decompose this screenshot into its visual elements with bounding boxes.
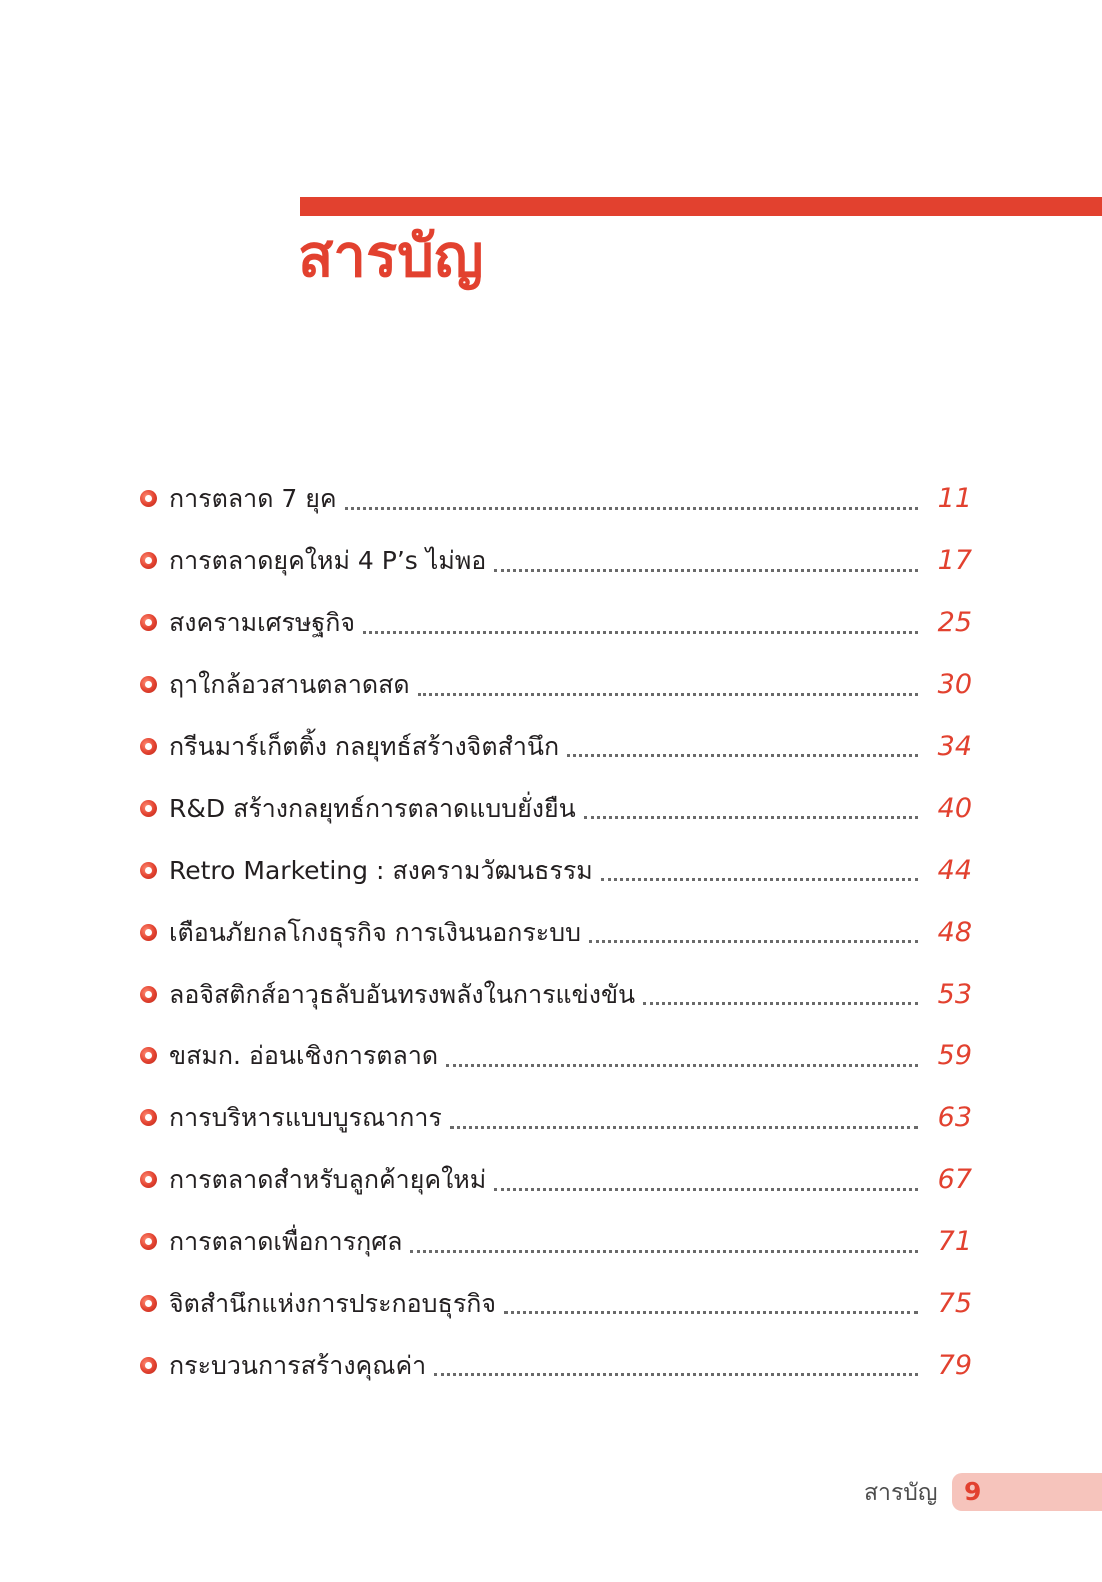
bullet-icon — [140, 1357, 157, 1374]
toc-entry-title: การตลาด 7 ยุค — [169, 484, 337, 514]
toc-entry[interactable] — [140, 839, 972, 901]
toc-entry-page: 17 — [937, 545, 972, 577]
toc-entry-title: สงครามเศรษฐกิจ — [169, 608, 356, 638]
toc-entry-title: ลอจิสติกส์อาวุธลับอันทรงพลังในการแข่งขัน — [169, 979, 636, 1009]
toc-entry-title: การตลาดเพื่อการกุศล — [169, 1227, 403, 1257]
toc-entry[interactable] — [140, 1087, 972, 1149]
toc-entry-title: การบริหารแบบบูรณาการ — [169, 1103, 442, 1133]
toc-entry[interactable] — [140, 1334, 972, 1396]
toc-entry-title: ฤาใกล้อวสานตลาดสด — [169, 670, 410, 700]
dot-leader — [345, 507, 918, 510]
toc-entry-page: 71 — [937, 1226, 972, 1258]
toc-entry-page: 59 — [937, 1040, 972, 1072]
bullet-icon — [140, 986, 157, 1003]
toc-entry-page: 63 — [937, 1102, 972, 1134]
toc-entry-title: R&D สร้างกลยุทธ์การตลาดแบบยั่งยืน — [169, 793, 576, 823]
bullet-icon — [140, 1295, 157, 1312]
toc-entry-title: การตลาดสำหรับลูกค้ายุคใหม่ — [169, 1165, 487, 1195]
toc-entry-page: 30 — [937, 669, 972, 701]
dot-leader — [446, 1064, 918, 1067]
footer-page-number: 9 — [964, 1477, 982, 1506]
toc-entry-page: 75 — [937, 1288, 972, 1320]
dot-leader — [450, 1126, 918, 1129]
toc-entry[interactable] — [140, 963, 972, 1025]
bullet-icon — [140, 1233, 157, 1250]
dot-leader — [434, 1373, 918, 1376]
toc-entry[interactable] — [140, 716, 972, 778]
toc-entry-title: การตลาดยุคใหม่ 4 P’s ไม่พอ — [169, 546, 487, 576]
page-title: สารบัญ — [298, 222, 484, 290]
dot-leader — [504, 1311, 918, 1314]
toc-entry-title: เตือนภัยกลโกงธุรกิจ การเงินนอกระบบ — [169, 917, 581, 947]
toc-entry[interactable] — [140, 1211, 972, 1273]
dot-leader — [494, 569, 918, 572]
toc-entry-page: 44 — [937, 854, 972, 886]
toc-entry[interactable] — [140, 468, 972, 530]
toc-entry-page: 34 — [937, 731, 972, 762]
bullet-icon — [140, 924, 157, 941]
title-rule — [300, 197, 1102, 216]
toc-entry[interactable] — [140, 1149, 972, 1211]
bullet-icon — [140, 738, 157, 755]
toc-entry[interactable] — [140, 530, 972, 592]
bullet-icon — [140, 676, 157, 693]
toc-entry-page: 53 — [937, 978, 972, 1010]
bullet-icon — [140, 862, 157, 879]
table-of-contents — [140, 468, 972, 1396]
toc-entry[interactable] — [140, 1025, 972, 1087]
bullet-icon — [140, 1047, 157, 1064]
toc-entry-title: Retro Marketing : สงครามวัฒนธรรม — [169, 855, 593, 885]
bullet-icon — [140, 552, 157, 569]
toc-entry-page: 67 — [937, 1164, 972, 1196]
dot-leader — [418, 693, 918, 696]
toc-entry[interactable] — [140, 1273, 972, 1335]
toc-entry-page: 79 — [937, 1349, 972, 1381]
dot-leader — [410, 1250, 918, 1253]
footer-section-label: สารบัญ — [864, 1480, 938, 1506]
toc-entry-title: ขสมก. อ่อนเชิงการตลาด — [169, 1041, 439, 1071]
dot-leader — [589, 940, 918, 943]
toc-entry-page: 25 — [937, 607, 972, 639]
dot-leader — [601, 878, 918, 881]
bullet-icon — [140, 1109, 157, 1126]
bullet-icon — [140, 800, 157, 817]
toc-entry-title: จิตสำนึกแห่งการประกอบธุรกิจ — [169, 1289, 497, 1319]
toc-entry[interactable] — [140, 592, 972, 654]
toc-entry-page: 40 — [937, 792, 972, 824]
toc-entry[interactable] — [140, 901, 972, 963]
toc-entry[interactable] — [140, 777, 972, 839]
dot-leader — [643, 1002, 918, 1005]
toc-entry[interactable] — [140, 654, 972, 716]
bullet-icon — [140, 1171, 157, 1188]
bullet-icon — [140, 614, 157, 631]
toc-entry-title: กรีนมาร์เก็ตติ้ง กลยุทธ์สร้างจิตสำนึก — [169, 732, 560, 761]
dot-leader — [494, 1188, 918, 1191]
dot-leader — [363, 631, 918, 634]
bullet-icon — [140, 490, 157, 507]
toc-entry-page: 48 — [937, 916, 972, 948]
toc-entry-page: 11 — [937, 483, 972, 515]
dot-leader — [567, 754, 918, 757]
toc-entry-title: กระบวนการสร้างคุณค่า — [169, 1350, 427, 1380]
dot-leader — [584, 816, 918, 819]
